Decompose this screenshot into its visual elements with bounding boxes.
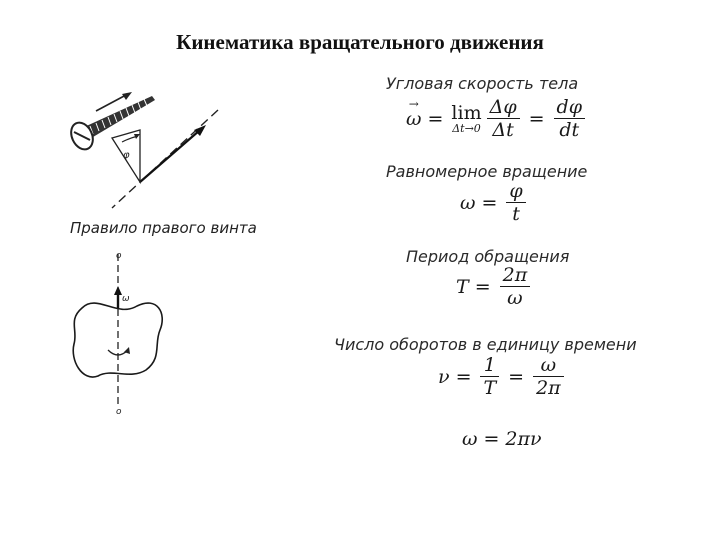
- phi: φ: [506, 180, 525, 203]
- rotating-body-diagram: [62, 248, 172, 418]
- omega: ω: [533, 354, 564, 377]
- t: t: [512, 203, 520, 225]
- angular-velocity-arrow: [140, 130, 200, 182]
- nu-symbol: ν: [438, 365, 450, 388]
- one: 1: [480, 354, 499, 377]
- delta-phi: Δφ: [487, 96, 520, 119]
- period-formula: [456, 264, 533, 309]
- revolutions-formula: [438, 354, 567, 399]
- omega: ω: [507, 287, 523, 309]
- angular-velocity-heading: Угловая скорость тела: [386, 74, 579, 93]
- revolutions-heading: Число оборотов в единицу времени: [334, 335, 637, 354]
- delta-t: Δt: [492, 119, 514, 141]
- phi-label: φ: [123, 150, 130, 161]
- equals-sign: =: [481, 191, 498, 214]
- derivative-fraction: [554, 96, 585, 141]
- uniform-rotation-formula: [460, 180, 529, 225]
- limit-operator: [451, 103, 481, 135]
- axis-top-label: o: [116, 251, 122, 261]
- page-title: Кинематика вращательного движения: [176, 30, 544, 54]
- equals-sign: =: [455, 365, 472, 388]
- lim-text: lim: [451, 101, 482, 124]
- arrowhead-icon: [114, 286, 122, 295]
- d-t: dt: [559, 119, 580, 141]
- period-symbol: T: [456, 275, 469, 298]
- screw-diagram: [60, 78, 230, 213]
- right-screw-rule-caption: Правило правого винта: [70, 219, 257, 237]
- omega-nu-relation: [462, 428, 542, 450]
- two-pi-over-omega-fraction: [500, 264, 531, 309]
- one-over-T-fraction: [480, 354, 499, 399]
- phi-over-t-fraction: [506, 180, 525, 225]
- d-phi: dφ: [554, 96, 585, 119]
- delta-fraction: [487, 96, 520, 141]
- two-pi-nu: 2πν: [505, 428, 542, 450]
- two-pi: 2π: [500, 264, 531, 287]
- equals-sign: =: [474, 275, 491, 298]
- omega-over-two-pi-fraction: [533, 354, 564, 399]
- equals-sign: =: [528, 107, 545, 130]
- screw-icon: [67, 96, 155, 153]
- period-T: T: [483, 377, 497, 399]
- axis-bottom-label: o: [116, 407, 122, 417]
- rotation-direction-arrow: [96, 95, 126, 111]
- lim-subscript: Δt→0: [452, 121, 481, 135]
- omega-symbol: ω: [460, 191, 476, 214]
- equals-sign: =: [483, 428, 500, 450]
- arrowhead-icon: [122, 92, 132, 100]
- angular-velocity-formula: [406, 96, 588, 141]
- uniform-rotation-heading: Равномерное вращение: [386, 162, 588, 181]
- two-pi: 2π: [536, 377, 561, 399]
- omega-symbol: ω: [462, 428, 478, 450]
- period-heading: Период обращения: [406, 247, 570, 266]
- equals-sign: =: [427, 107, 444, 130]
- equals-sign: =: [508, 365, 525, 388]
- omega-symbol: → ω: [406, 108, 422, 130]
- omega-label: ω: [122, 294, 130, 304]
